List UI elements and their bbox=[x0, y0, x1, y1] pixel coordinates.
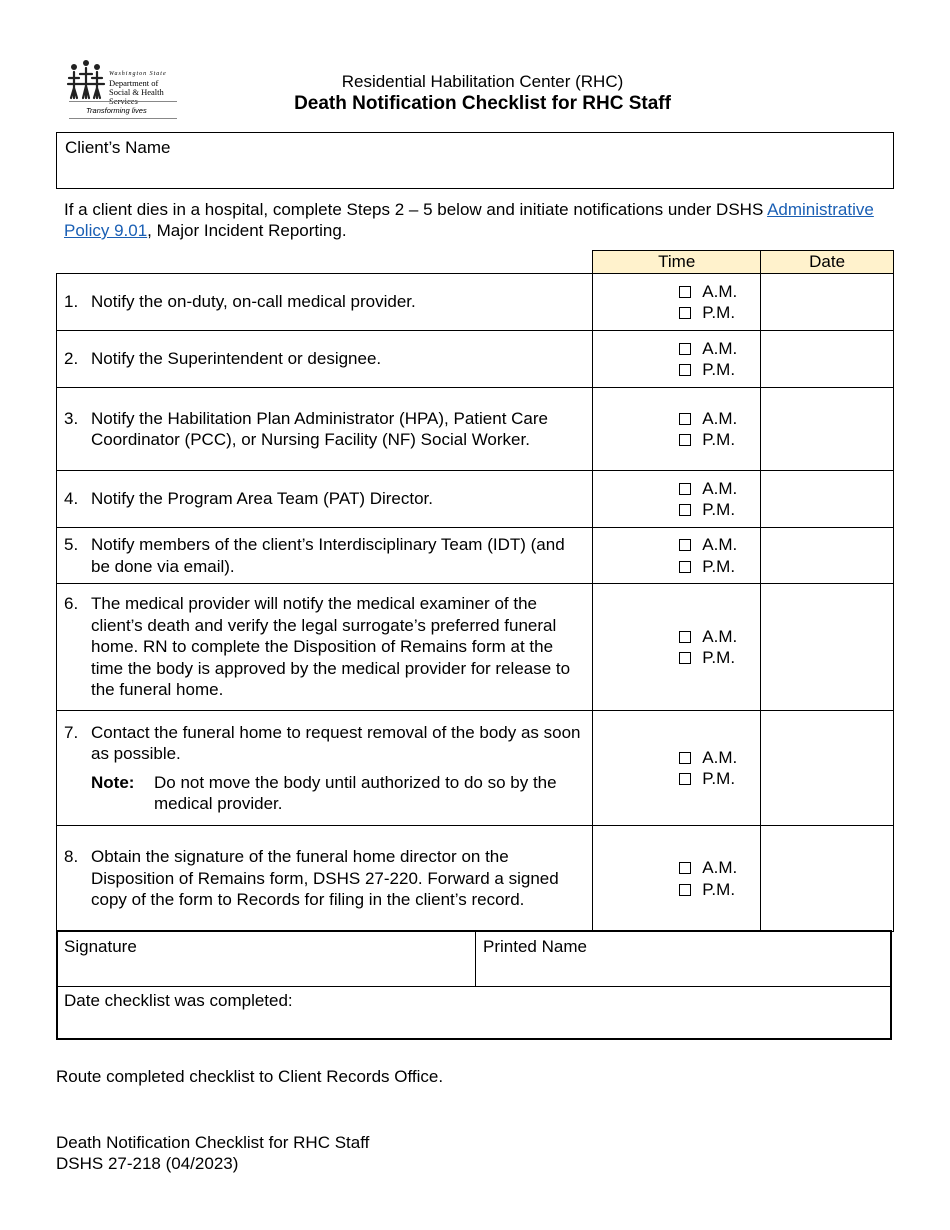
time-cell bbox=[593, 274, 761, 331]
pm-label: P.M. bbox=[702, 500, 736, 519]
notification-steps-table bbox=[56, 250, 894, 932]
date-cell[interactable] bbox=[761, 331, 894, 388]
time-cell bbox=[593, 711, 761, 826]
step-cell bbox=[57, 584, 593, 711]
am-label: A.M. bbox=[702, 338, 738, 358]
am-checkbox[interactable] bbox=[679, 862, 691, 874]
am-label: A.M. bbox=[702, 535, 738, 554]
form-title: Death Notification Checklist for RHC Staff bbox=[294, 93, 671, 114]
pm-label: P.M. bbox=[702, 879, 736, 899]
step-number: 1. bbox=[64, 292, 79, 312]
step-text: Notify the on-duty, on-call medical provider. bbox=[91, 292, 416, 312]
step-text: Contact the funeral home to request removal of the body as soon as possible. bbox=[91, 722, 581, 763]
note-label: Note: bbox=[91, 772, 135, 792]
logo-rule bbox=[69, 101, 177, 102]
pm-label: P.M. bbox=[702, 360, 736, 379]
date-cell[interactable] bbox=[761, 471, 894, 528]
date-cell[interactable] bbox=[761, 388, 894, 471]
step-number: 2. bbox=[64, 349, 79, 369]
am-checkbox[interactable] bbox=[679, 286, 691, 298]
pm-label: P.M. bbox=[702, 648, 736, 667]
step-number: 5. bbox=[64, 535, 79, 554]
am-label: A.M. bbox=[702, 747, 738, 767]
am-label: A.M. bbox=[702, 281, 738, 301]
step-text: Notify the Program Area Team (PAT) Director. bbox=[91, 489, 434, 509]
am-checkbox[interactable] bbox=[679, 483, 691, 495]
policy-link[interactable]: Administrative Policy 9.01 bbox=[64, 200, 874, 240]
step-cell bbox=[57, 331, 593, 388]
header-blank-cell bbox=[57, 251, 593, 274]
time-cell bbox=[593, 584, 761, 711]
am-label: A.M. bbox=[702, 478, 738, 498]
time-cell bbox=[593, 388, 761, 471]
step-number: 3. bbox=[64, 408, 79, 428]
step-cell bbox=[57, 711, 593, 826]
client-name-label: Client’s Name bbox=[65, 138, 171, 157]
step-number: 6. bbox=[64, 594, 79, 614]
signature-row bbox=[58, 932, 890, 987]
signature-field[interactable]: Signature bbox=[64, 937, 137, 956]
pm-label: P.M. bbox=[702, 303, 736, 322]
date-cell[interactable] bbox=[761, 584, 894, 711]
date-cell[interactable] bbox=[761, 711, 894, 826]
date-completed-field[interactable]: Date checklist was completed: bbox=[64, 991, 293, 1010]
step-cell bbox=[57, 528, 593, 584]
logo-state-text: Washington State bbox=[109, 71, 167, 77]
step-cell bbox=[57, 471, 593, 528]
step-number: 8. bbox=[64, 847, 79, 867]
intro-text-end: , Major Incident Reporting. bbox=[147, 221, 347, 240]
step-text: Notify the Superintendent or designee. bbox=[91, 349, 382, 369]
dshs-figures-icon bbox=[66, 58, 106, 102]
step-number: 7. bbox=[64, 722, 79, 742]
pm-checkbox[interactable] bbox=[679, 364, 691, 376]
am-checkbox[interactable] bbox=[679, 343, 691, 355]
step-cell bbox=[57, 388, 593, 471]
dshs-logo bbox=[66, 58, 180, 122]
pm-label: P.M. bbox=[702, 556, 736, 576]
time-column-header: Time bbox=[593, 251, 761, 274]
pm-checkbox[interactable] bbox=[679, 434, 691, 446]
signature-divider bbox=[475, 932, 476, 986]
signature-block bbox=[56, 930, 892, 1040]
pm-checkbox[interactable] bbox=[679, 652, 691, 664]
step-text: The medical provider will notify the medical examiner of the client’s death and verify the legal surrogate’s preferred funeral home. RN to complete the Disposition of Remains form at the time the body is approved by the medical provider for release to the funeral home. bbox=[91, 594, 571, 700]
pm-checkbox[interactable] bbox=[679, 561, 691, 573]
logo-tagline: Transforming lives bbox=[86, 106, 147, 115]
intro-text-start: If a client dies in a hospital, complete Steps 2 – 5 below and initiate notifications under DSHS bbox=[64, 200, 768, 219]
time-cell bbox=[593, 528, 761, 584]
date-cell[interactable] bbox=[761, 528, 894, 584]
pm-label: P.M. bbox=[702, 769, 736, 788]
am-checkbox[interactable] bbox=[679, 413, 691, 425]
step-cell bbox=[57, 274, 593, 331]
pm-checkbox[interactable] bbox=[679, 504, 691, 516]
time-cell bbox=[593, 471, 761, 528]
time-cell bbox=[593, 331, 761, 388]
step-text: Obtain the signature of the funeral home director on the Disposition of Remains form, DSHS 27-220. Forward a signed copy of the form to Records for filing in the client’s record. bbox=[91, 847, 559, 910]
am-label: A.M. bbox=[702, 858, 738, 877]
pm-checkbox[interactable] bbox=[679, 307, 691, 319]
am-checkbox[interactable] bbox=[679, 539, 691, 551]
time-cell bbox=[593, 826, 761, 932]
logo-department-text: Department of Social & Health Services bbox=[109, 78, 164, 106]
date-column-header: Date bbox=[761, 251, 894, 274]
client-name-field[interactable] bbox=[56, 132, 894, 189]
date-cell[interactable] bbox=[761, 274, 894, 331]
step-cell bbox=[57, 826, 593, 932]
pm-checkbox[interactable] bbox=[679, 773, 691, 785]
date-cell[interactable] bbox=[761, 826, 894, 932]
am-label: A.M. bbox=[702, 626, 738, 646]
pm-checkbox[interactable] bbox=[679, 884, 691, 896]
intro-text bbox=[64, 199, 884, 241]
step-text: Notify the Habilitation Plan Administrator (HPA), Patient Care Coordinator (PCC), or Nursing Facility (NF) Social Worker. bbox=[91, 408, 548, 449]
footer-form-title: Death Notification Checklist for RHC Staff bbox=[56, 1133, 370, 1152]
footer-form-number: DSHS 27-218 (04/2023) bbox=[56, 1154, 239, 1173]
printed-name-field[interactable]: Printed Name bbox=[483, 937, 587, 956]
step-text: Notify members of the client’s Interdisciplinary Team (IDT) (and be done via email). bbox=[91, 535, 565, 576]
step-number: 4. bbox=[64, 489, 79, 509]
footer bbox=[56, 1132, 369, 1174]
form-subtitle: Residential Habilitation Center (RHC) bbox=[341, 72, 624, 91]
am-label: A.M. bbox=[702, 408, 738, 428]
route-instructions: Route completed checklist to Client Records Office. bbox=[56, 1067, 444, 1086]
note-text: Do not move the body until authorized to do so by the medical provider. bbox=[154, 772, 557, 813]
logo-rule bbox=[69, 118, 177, 119]
am-checkbox[interactable] bbox=[679, 631, 691, 643]
am-checkbox[interactable] bbox=[679, 752, 691, 764]
pm-label: P.M. bbox=[702, 430, 736, 449]
